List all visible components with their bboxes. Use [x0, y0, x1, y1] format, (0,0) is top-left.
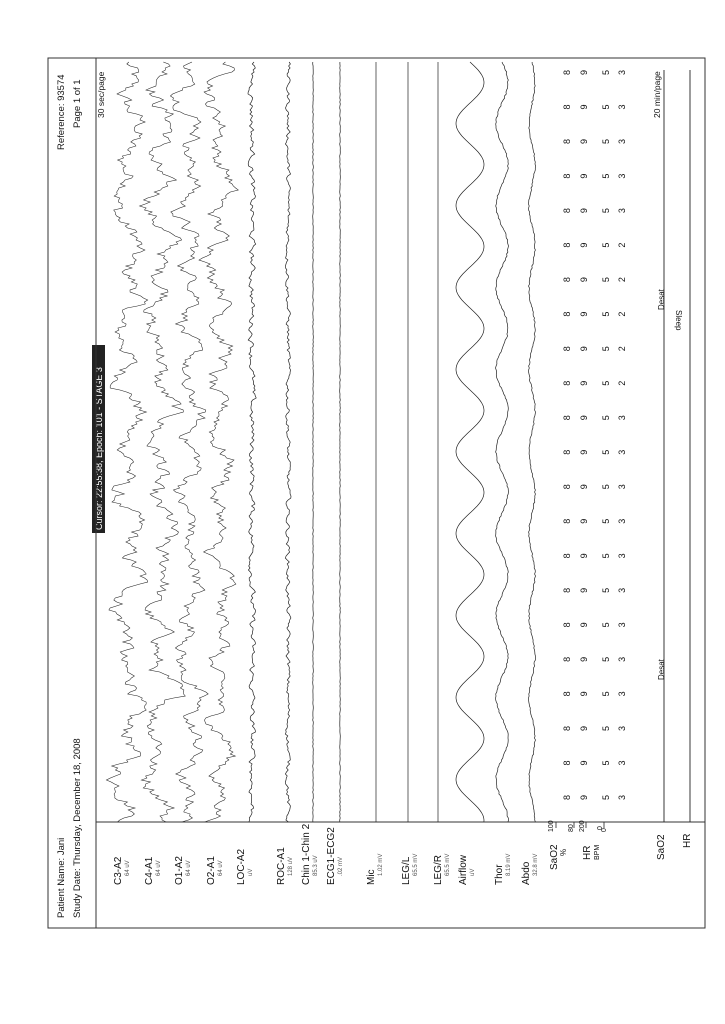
- chin-trace: [313, 62, 314, 822]
- sao2-value: 9: [579, 760, 589, 766]
- sao2-value: 8: [562, 553, 572, 559]
- sao2-hr-readouts: [562, 70, 627, 800]
- channel-scale: 128 uV: [288, 856, 294, 876]
- c4-a1-trace: [140, 62, 186, 822]
- hr-value: 5: [601, 553, 611, 559]
- channel-scale: 64 uV: [218, 860, 224, 876]
- sao2-value: 9: [579, 311, 589, 317]
- sao2-value: 9: [579, 449, 589, 455]
- trend-desat-label-2: Desat: [657, 289, 666, 310]
- sao2-value: 8: [562, 484, 572, 490]
- sao2-value: 9: [579, 104, 589, 110]
- channel-scale: uV: [470, 868, 476, 876]
- hr-value: 5: [601, 622, 611, 628]
- hr-value: 3: [617, 725, 627, 731]
- sao2-tick: 100: [548, 820, 555, 832]
- reference: Reference: 93574: [56, 74, 67, 150]
- sao2-value: 8: [562, 691, 572, 697]
- sao2-value: 8: [562, 346, 572, 352]
- channel-label: Mic: [366, 869, 377, 885]
- roc-a1-trace: [285, 62, 291, 822]
- patient-name: Patient Name: Jani: [56, 837, 67, 918]
- channel-label: Airflow: [458, 854, 469, 885]
- channel-scale: 8.19 mV: [506, 853, 512, 876]
- hr-value: 3: [617, 69, 627, 75]
- channel-scale: 64 uV: [125, 860, 131, 876]
- channel-label: O2-A1: [206, 856, 217, 885]
- sao2-hr-axis: [548, 820, 608, 870]
- hr-value: 5: [601, 794, 611, 800]
- sao2-tick: 80: [568, 824, 575, 832]
- airflow-trace: [456, 62, 484, 822]
- sao2-value: 8: [562, 622, 572, 628]
- hr-tick: 200: [579, 820, 586, 832]
- channel-label: C3-A2: [113, 856, 124, 885]
- sao2-value: 8: [562, 69, 572, 75]
- hr-value: 3: [617, 415, 627, 421]
- hr-value: 3: [617, 622, 627, 628]
- sao2-value: 9: [579, 208, 589, 214]
- trend-sleep-label: Sleep: [674, 310, 683, 331]
- hr-value: 5: [601, 725, 611, 731]
- hr-value: 3: [617, 208, 627, 214]
- sao2-value: 8: [562, 208, 572, 214]
- hr-value: 5: [601, 173, 611, 179]
- hr-value: 3: [617, 794, 627, 800]
- sao2-value: 8: [562, 587, 572, 593]
- o2-a1-trace: [199, 62, 238, 822]
- hr-value: 3: [617, 484, 627, 490]
- sao2-value: 8: [562, 794, 572, 800]
- sao2-value: 8: [562, 656, 572, 662]
- sao2-value: 9: [579, 415, 589, 421]
- hr-unit: BPM: [594, 844, 601, 860]
- sao2-value: 9: [579, 139, 589, 145]
- hr-value: 5: [601, 346, 611, 352]
- hr-value: 3: [617, 449, 627, 455]
- hr-value: 5: [601, 415, 611, 421]
- sao2-value: 8: [562, 760, 572, 766]
- hr-value: 3: [617, 518, 627, 524]
- trend-sao2-label: SaO2: [656, 834, 667, 860]
- sao2-value: 9: [579, 380, 589, 386]
- hr-label: HR: [582, 845, 593, 860]
- sao2-value: 9: [579, 484, 589, 490]
- sao2-value: 9: [579, 587, 589, 593]
- hr-value: 3: [617, 587, 627, 593]
- channel-labels: [113, 823, 539, 885]
- hr-value: 2: [617, 311, 627, 317]
- channel-scale: 65.5 mV: [445, 853, 451, 876]
- hr-value: 3: [617, 656, 627, 662]
- sao2-unit: %: [559, 848, 568, 856]
- hr-value: 2: [617, 242, 627, 248]
- thor-trace: [496, 62, 509, 822]
- channel-label: C4-A1: [144, 856, 155, 885]
- page-number: Page 1 of 1: [72, 79, 83, 128]
- hr-value: 5: [601, 277, 611, 283]
- channel-label: O1-A2: [174, 856, 185, 885]
- sao2-value: 8: [562, 139, 572, 145]
- channel-scale: 65.5 mV: [413, 853, 419, 876]
- hr-value: 2: [617, 380, 627, 386]
- hr-value: 5: [601, 587, 611, 593]
- trend-scale: 20 min/page: [652, 71, 662, 118]
- hr-value: 5: [601, 484, 611, 490]
- sao2-value: 9: [579, 622, 589, 628]
- hr-value: 3: [617, 173, 627, 179]
- sao2-value: 9: [579, 553, 589, 559]
- study-date: Study Date: Thursday, December 18, 2008: [72, 738, 83, 918]
- sao2-value: 9: [579, 691, 589, 697]
- sao2-tick: 0: [597, 826, 604, 830]
- ecg-trace: [340, 62, 341, 822]
- hr-value: 2: [617, 346, 627, 352]
- channel-scale: 85.3 uV: [313, 855, 319, 876]
- hr-value: 5: [601, 104, 611, 110]
- sao2-value: 8: [562, 380, 572, 386]
- trend-desat-label-1: Desat: [657, 659, 666, 680]
- o1-a2-trace: [170, 62, 208, 822]
- channel-scale: 64 uV: [156, 860, 162, 876]
- channel-scale: uV: [248, 868, 254, 876]
- hr-value: 3: [617, 760, 627, 766]
- channel-label: ROC-A1: [276, 847, 287, 885]
- hr-value: 3: [617, 553, 627, 559]
- channel-label: LEG/L: [401, 856, 412, 885]
- sao2-value: 9: [579, 69, 589, 75]
- channel-label: ECG1-ECG2: [326, 827, 337, 885]
- sao2-value: 8: [562, 518, 572, 524]
- waveform-traces: [106, 62, 535, 822]
- loc-a2-trace: [248, 62, 256, 822]
- channel-scale: 1.02 mV: [378, 853, 384, 876]
- sao2-value: 8: [562, 415, 572, 421]
- channel-label: Abdo: [521, 861, 532, 885]
- sao2-value: 8: [562, 104, 572, 110]
- sao2-value: 8: [562, 449, 572, 455]
- sao2-value: 9: [579, 656, 589, 662]
- channel-scale: .02 mV: [338, 856, 344, 876]
- sao2-value: 9: [579, 173, 589, 179]
- hr-value: 2: [617, 277, 627, 283]
- channel-label: LOC-A2: [236, 848, 247, 885]
- sao2-value: 8: [562, 242, 572, 248]
- time-scale: 30 sec/page: [96, 71, 106, 118]
- hr-value: 5: [601, 69, 611, 75]
- channel-label: Thor: [494, 864, 505, 885]
- sao2-value: 9: [579, 794, 589, 800]
- hr-value: 5: [601, 691, 611, 697]
- channel-label: Chin 1-Chin 2: [301, 823, 312, 885]
- hr-value: 5: [601, 208, 611, 214]
- hr-value: 5: [601, 760, 611, 766]
- channel-scale: 32.8 mV: [533, 853, 539, 876]
- trend-hr-label: HR: [682, 833, 693, 848]
- hr-value: 3: [617, 139, 627, 145]
- hr-value: 3: [617, 104, 627, 110]
- channel-scale: 64 uV: [186, 860, 192, 876]
- sao2-value: 9: [579, 725, 589, 731]
- hr-value: 5: [601, 449, 611, 455]
- channel-label: LEG/R: [433, 854, 444, 885]
- hr-value: 5: [601, 139, 611, 145]
- sao2-value: 8: [562, 277, 572, 283]
- sao2-value: 9: [579, 518, 589, 524]
- sao2-value: 8: [562, 311, 572, 317]
- sao2-value: 9: [579, 242, 589, 248]
- sao2-value: 8: [562, 173, 572, 179]
- hr-value: 3: [617, 691, 627, 697]
- sao2-value: 8: [562, 725, 572, 731]
- abdo-trace: [529, 62, 536, 822]
- sao2-value: 9: [579, 346, 589, 352]
- sao2-value: 9: [579, 277, 589, 283]
- c3-a2-trace: [106, 62, 147, 822]
- hr-value: 5: [601, 518, 611, 524]
- sao2-label: SaO2: [549, 844, 560, 870]
- hr-value: 5: [601, 656, 611, 662]
- hr-value: 5: [601, 311, 611, 317]
- hr-tick: 0: [601, 828, 608, 832]
- hr-value: 5: [601, 242, 611, 248]
- cursor-label: Cursor: 22:55:38, Epoch: 101 - STAGE 3: [94, 367, 104, 530]
- hr-value: 5: [601, 380, 611, 386]
